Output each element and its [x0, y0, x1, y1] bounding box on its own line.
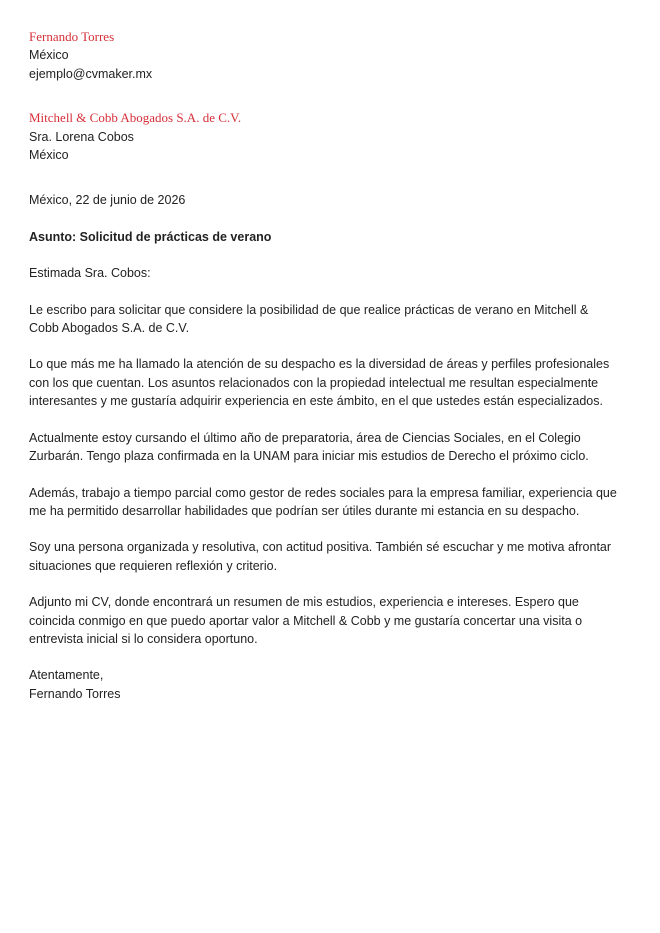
recipient-block: [29, 109, 619, 164]
letter-date: México, 22 de junio de 2026: [29, 193, 186, 208]
body-paragraph: Además, trabajo a tiempo parcial como gestor de redes sociales para la empresa familiar, experiencia que me ha permitido desarrollar habilidades que podrían ser útiles durante mi estancia en su despacho.: [29, 485, 617, 518]
letter-closing: Atentamente,: [29, 668, 104, 683]
body-paragraph: Le escribo para solicitar que considere la posibilidad de que realice prácticas de verano en Mitchell & Cobb Abogados S.A. de C.V.: [29, 302, 589, 336]
letter-subject: Asunto: Solicitud de prácticas de verano: [29, 229, 272, 244]
recipient-contact: Sra. Lorena Cobos: [29, 129, 134, 144]
body-paragraph: Actualmente estoy cursando el último año de preparatoria, área de Ciencias Sociales, en el Colegio Zurbarán. Tengo plaza confirmada en la UNAM para iniciar mis estudios de Derecho el próximo ciclo.: [29, 430, 589, 464]
sender-name: Fernando Torres: [29, 29, 115, 44]
body-paragraph: Adjunto mi CV, donde encontrará un resumen de mis estudios, experiencia e intereses. Espero que coincida conmigo en que puedo aportar valor a Mitchell & Cobb y me gustaría concertar una visita o entrevista inicial si lo considera oportuno.: [29, 595, 583, 646]
body-paragraph: Lo que más me ha llamado la atención de su despacho es la diversidad de áreas y perfiles profesionales con los que cuentan. Los asuntos relacionados con la propiedad intelectual me resultan especialmente interesantes y me gustaría adquirir experiencia en este ámbito, en el que ustedes están especializados.: [29, 357, 610, 409]
sender-country: México: [29, 48, 69, 63]
sender-block: [29, 28, 619, 83]
cover-letter: [29, 28, 619, 703]
recipient-company: Mitchell & Cobb Abogados S.A. de C.V.: [29, 110, 242, 126]
letter-greeting: Estimada Sra. Cobos:: [29, 266, 151, 281]
letter-signature: Fernando Torres: [29, 686, 121, 701]
sender-email: ejemplo@cvmaker.mx: [29, 66, 153, 81]
body-paragraph: Soy una persona organizada y resolutiva, con actitud positiva. También sé escuchar y me motiva afrontar situaciones que requieren reflexión y criterio.: [29, 540, 612, 573]
recipient-country: México: [29, 148, 69, 163]
